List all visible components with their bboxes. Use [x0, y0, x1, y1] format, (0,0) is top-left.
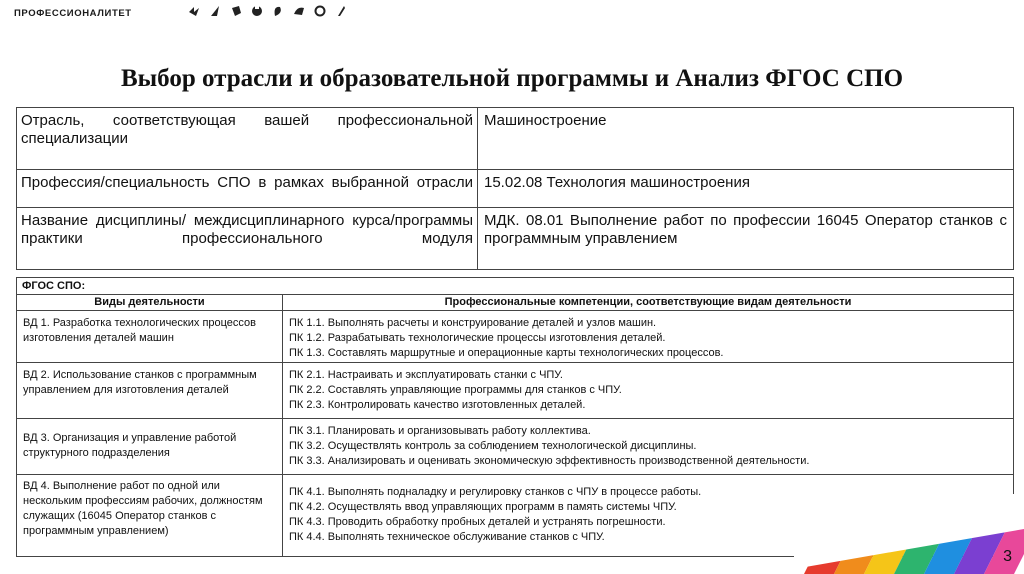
- competency-item: ПК 2.1. Настраивать и эксплуатировать станки с ЧПУ.: [289, 369, 563, 381]
- summary-value-specialty: 15.02.08 Технология машиностроения: [478, 170, 1014, 208]
- competency-item: ПК 2.2. Составлять управляющие программы для станков с ЧПУ.: [289, 384, 622, 396]
- summary-value-discipline: МДК. 08.01 Выполнение работ по профессии 16045 Оператор станков с программным управлением: [478, 208, 1014, 270]
- brand-shape-icon-4: [251, 5, 263, 17]
- brand-shape-icon-1: [188, 5, 200, 17]
- competency-item: ПК 4.2. Осуществлять ввод управляющих программ в память системы ЧПУ.: [289, 501, 677, 513]
- competency-item: ПК 3.3. Анализировать и оценивать экономическую эффективность производственной деятельности.: [289, 455, 810, 467]
- activity-cell: ВД 3. Организация и управление работой структурного подразделения: [17, 419, 283, 475]
- activity-cell: ВД 4. Выполнение работ по одной или нескольким профессиям рабочих, должностям служащих (16045 Оператор станков с программным управлением): [17, 475, 283, 557]
- competency-item: ПК 1.2. Разрабатывать технологические процессы изготовления деталей.: [289, 332, 666, 344]
- competencies-cell: [283, 363, 1014, 419]
- competencies-cell: [283, 311, 1014, 363]
- competency-item: ПК 3.2. Осуществлять контроль за соблюдением технологической дисциплины.: [289, 440, 697, 452]
- brand-logo: ПРОФЕССИОНАЛИТЕТ: [14, 8, 132, 19]
- brand-shape-icon-6: [293, 5, 305, 17]
- fgos-section-title: ФГОС СПО:: [17, 278, 1014, 295]
- page-number: 3: [1003, 548, 1012, 565]
- competency-item: ПК 1.3. Составлять маршрутные и операционные карты технологических процессов.: [289, 347, 724, 359]
- brand-shape-icon-2: [209, 5, 221, 17]
- summary-table: [16, 107, 1014, 270]
- table-header-row: [17, 295, 1014, 311]
- competency-item: ПК 4.1. Выполнять подналадку и регулировку станков с ЧПУ в процессе работы.: [289, 486, 702, 498]
- summary-value-industry: Машиностроение: [478, 108, 1014, 170]
- table-row: [17, 363, 1014, 419]
- brand-shape-icon-8: [335, 5, 347, 17]
- summary-label-industry: Отрасль, соответствующая вашей профессиональной специализации: [17, 108, 478, 170]
- table-row: [17, 311, 1014, 363]
- activity-cell: ВД 1. Разработка технологических процессов изготовления деталей машин: [17, 311, 283, 363]
- competency-item: ПК 3.1. Планировать и организовывать работу коллектива.: [289, 425, 591, 437]
- activity-cell: ВД 2. Использование станков с программным управлением для изготовления деталей: [17, 363, 283, 419]
- competency-item: ПК 4.4. Выполнять техническое обслуживание станков с ЧПУ.: [289, 531, 605, 543]
- summary-label-discipline: Название дисциплины/ междисциплинарного курса/программы практики профессионального модуля: [17, 208, 478, 270]
- column-header-activity: Виды деятельности: [17, 295, 283, 311]
- competencies-cell: [283, 419, 1014, 475]
- decorative-stripes: [794, 494, 1024, 574]
- table-row: [17, 170, 1014, 208]
- brand-shape-icon-7: [314, 5, 326, 17]
- table-row: [17, 208, 1014, 270]
- competency-item: ПК 4.3. Проводить обработку пробных деталей и устранять погрешности.: [289, 516, 666, 528]
- brand-icons-row: [188, 5, 347, 17]
- brand-shape-icon-5: [272, 5, 284, 17]
- page-title: Выбор отрасли и образовательной программы и Анализ ФГОС СПО: [120, 65, 904, 92]
- table-row: [17, 419, 1014, 475]
- summary-label-specialty: Профессия/специальность СПО в рамках выбранной отрасли: [17, 170, 478, 208]
- column-header-competencies: Профессиональные компетенции, соответствующие видам деятельности: [283, 295, 1014, 311]
- competency-item: ПК 2.3. Контролировать качество изготовленных деталей.: [289, 399, 586, 411]
- table-row: [17, 108, 1014, 170]
- brand-shape-icon-3: [230, 5, 242, 17]
- table-row: [17, 278, 1014, 295]
- competency-item: ПК 1.1. Выполнять расчеты и конструирование деталей и узлов машин.: [289, 317, 657, 329]
